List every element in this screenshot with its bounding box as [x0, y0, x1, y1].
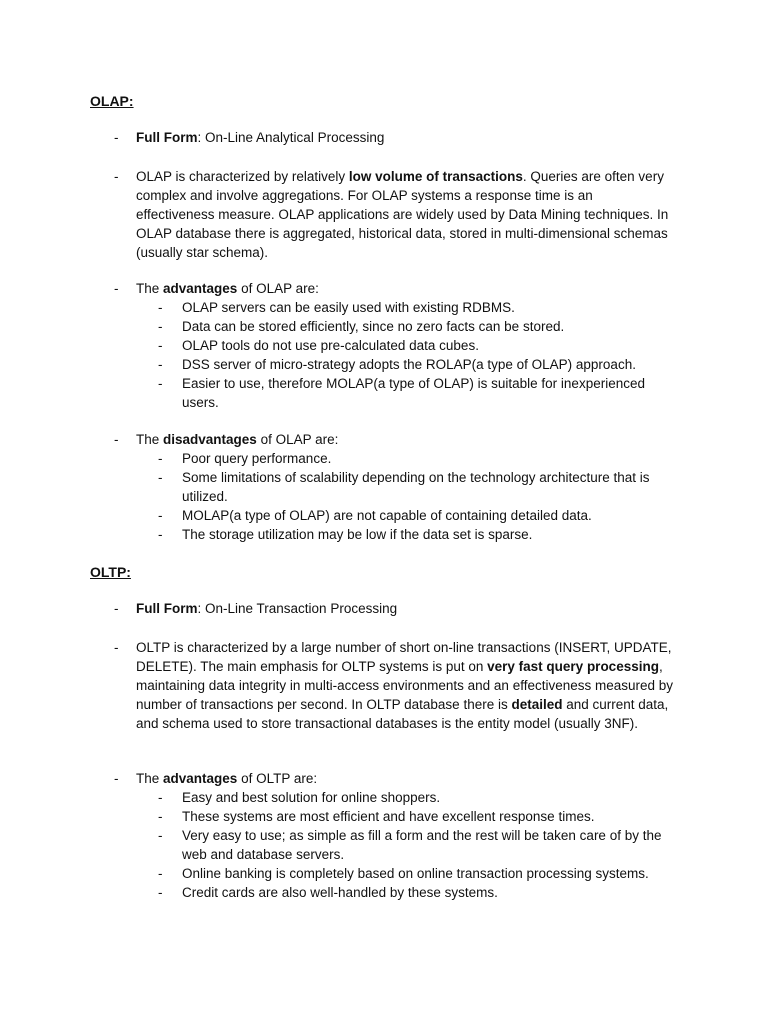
olap-adv-pre: The	[136, 281, 164, 296]
sub-list-item	[158, 864, 674, 883]
bullet-dash: -	[114, 771, 119, 786]
olap-adv-bold: advantages	[163, 281, 238, 296]
sub-bullet-dash: -	[158, 809, 163, 824]
sub-item-text: OLAP tools do not use pre-calculated data cubes.	[182, 338, 479, 353]
sub-bullet-dash: -	[158, 508, 163, 523]
sub-list-item	[158, 355, 674, 374]
sub-item-text: Poor query performance.	[182, 451, 332, 466]
olap-desc-pre: OLAP is characterized by relatively	[136, 169, 349, 184]
olap-desc-post: . Queries are often very complex and involve aggregations. For OLAP systems a response time is an effectiveness measure. OLAP applications are widely used by Data Mining techniques. In OLAP database there is aggregated, historical data, stored in multi-dimensional schemas (usually star schema).	[136, 169, 669, 260]
bullet-dash: -	[114, 640, 119, 655]
sub-item-text: Some limitations of scalability depending on the technology architecture that is utilized.	[182, 470, 650, 504]
sub-item-text: The storage utilization may be low if the data set is sparse.	[182, 527, 533, 542]
full-form-label: Full Form	[136, 130, 198, 145]
sub-list-item	[158, 525, 674, 544]
sub-bullet-dash: -	[158, 470, 163, 485]
sub-list-item	[158, 336, 674, 355]
olap-adv-post: of OLAP are:	[237, 281, 319, 296]
bullet-dash: -	[114, 601, 119, 616]
sub-item-text: Easier to use, therefore MOLAP(a type of OLAP) is suitable for inexperienced users.	[182, 376, 645, 410]
sub-item-text: Online banking is completely based on online transaction processing systems.	[182, 866, 649, 881]
sub-list-item	[158, 506, 674, 525]
sub-item-text: MOLAP(a type of OLAP) are not capable of containing detailed data.	[182, 508, 592, 523]
olap-advantages-item	[114, 279, 674, 412]
sub-list-item	[158, 298, 674, 317]
sub-bullet-dash: -	[158, 338, 163, 353]
oltp-adv-pre: The	[136, 771, 164, 786]
sub-item-text: Credit cards are also well-handled by these systems.	[182, 885, 498, 900]
full-form-text: : On-Line Analytical Processing	[197, 130, 385, 145]
sub-list-item	[158, 468, 674, 506]
oltp-desc-bold-2: detailed	[511, 697, 563, 712]
oltp-adv-post: of OLTP are:	[237, 771, 318, 786]
sub-bullet-dash: -	[158, 790, 163, 805]
sub-bullet-dash: -	[158, 319, 163, 334]
sub-bullet-dash: -	[158, 885, 163, 900]
oltp-heading: OLTP:	[90, 564, 131, 580]
bullet-dash: -	[114, 169, 119, 184]
sub-item-text: Very easy to use; as simple as fill a form and the rest will be taken care of by the web and database servers.	[182, 828, 662, 862]
bullet-dash: -	[114, 130, 119, 145]
oltp-desc-mid: , maintaining data integrity in multi-access environments and an effectiveness measured by number of transactions per second. In OLTP database there is	[136, 659, 674, 712]
olap-full-form-item	[114, 128, 674, 147]
full-form-text: : On-Line Transaction Processing	[197, 601, 398, 616]
olap-dis-pre: The	[136, 432, 164, 447]
oltp-adv-bold: advantages	[163, 771, 238, 786]
olap-dis-post: of OLAP are:	[256, 432, 339, 447]
sub-item-text: Data can be stored efficiently, since no zero facts can be stored.	[182, 319, 565, 334]
olap-desc-bold: low volume of transactions	[348, 169, 523, 184]
sub-list-item	[158, 788, 674, 807]
olap-dis-bold: disadvantages	[163, 432, 257, 447]
olap-disadvantages-item	[114, 430, 674, 544]
sub-item-text: DSS server of micro-strategy adopts the ROLAP(a type of OLAP) approach.	[182, 357, 636, 372]
sub-item-text: These systems are most efficient and have excellent response times.	[182, 809, 595, 824]
oltp-desc-pre: OLTP is characterized by a large number of short on-line transactions (INSERT, UPDATE, DELETE). The main emphasis for OLTP systems is put on	[136, 640, 672, 674]
bullet-dash: -	[114, 281, 119, 296]
olap-heading: OLAP:	[90, 93, 134, 109]
sub-list-item	[158, 826, 674, 864]
sub-bullet-dash: -	[158, 376, 163, 391]
full-form-label: Full Form	[136, 601, 198, 616]
oltp-desc-post: and current data, and schema used to store transactional databases is the entity model (usually 3NF).	[136, 697, 669, 731]
sub-list-item	[158, 317, 674, 336]
sub-list-item	[158, 883, 674, 902]
oltp-advantages-item	[114, 769, 674, 902]
sub-bullet-dash: -	[158, 451, 163, 466]
olap-description-item	[114, 167, 674, 262]
sub-list-item	[158, 374, 674, 412]
sub-list-item	[158, 807, 674, 826]
sub-bullet-dash: -	[158, 866, 163, 881]
sub-bullet-dash: -	[158, 300, 163, 315]
oltp-description-item	[114, 638, 674, 733]
oltp-full-form-item	[114, 599, 674, 618]
sub-bullet-dash: -	[158, 357, 163, 372]
sub-bullet-dash: -	[158, 527, 163, 542]
sub-item-text: Easy and best solution for online shoppers.	[182, 790, 441, 805]
bullet-dash: -	[114, 432, 119, 447]
sub-item-text: OLAP servers can be easily used with existing RDBMS.	[182, 300, 515, 315]
sub-bullet-dash: -	[158, 828, 163, 843]
oltp-desc-bold-1: very fast query processing	[487, 659, 659, 674]
sub-list-item	[158, 449, 674, 468]
